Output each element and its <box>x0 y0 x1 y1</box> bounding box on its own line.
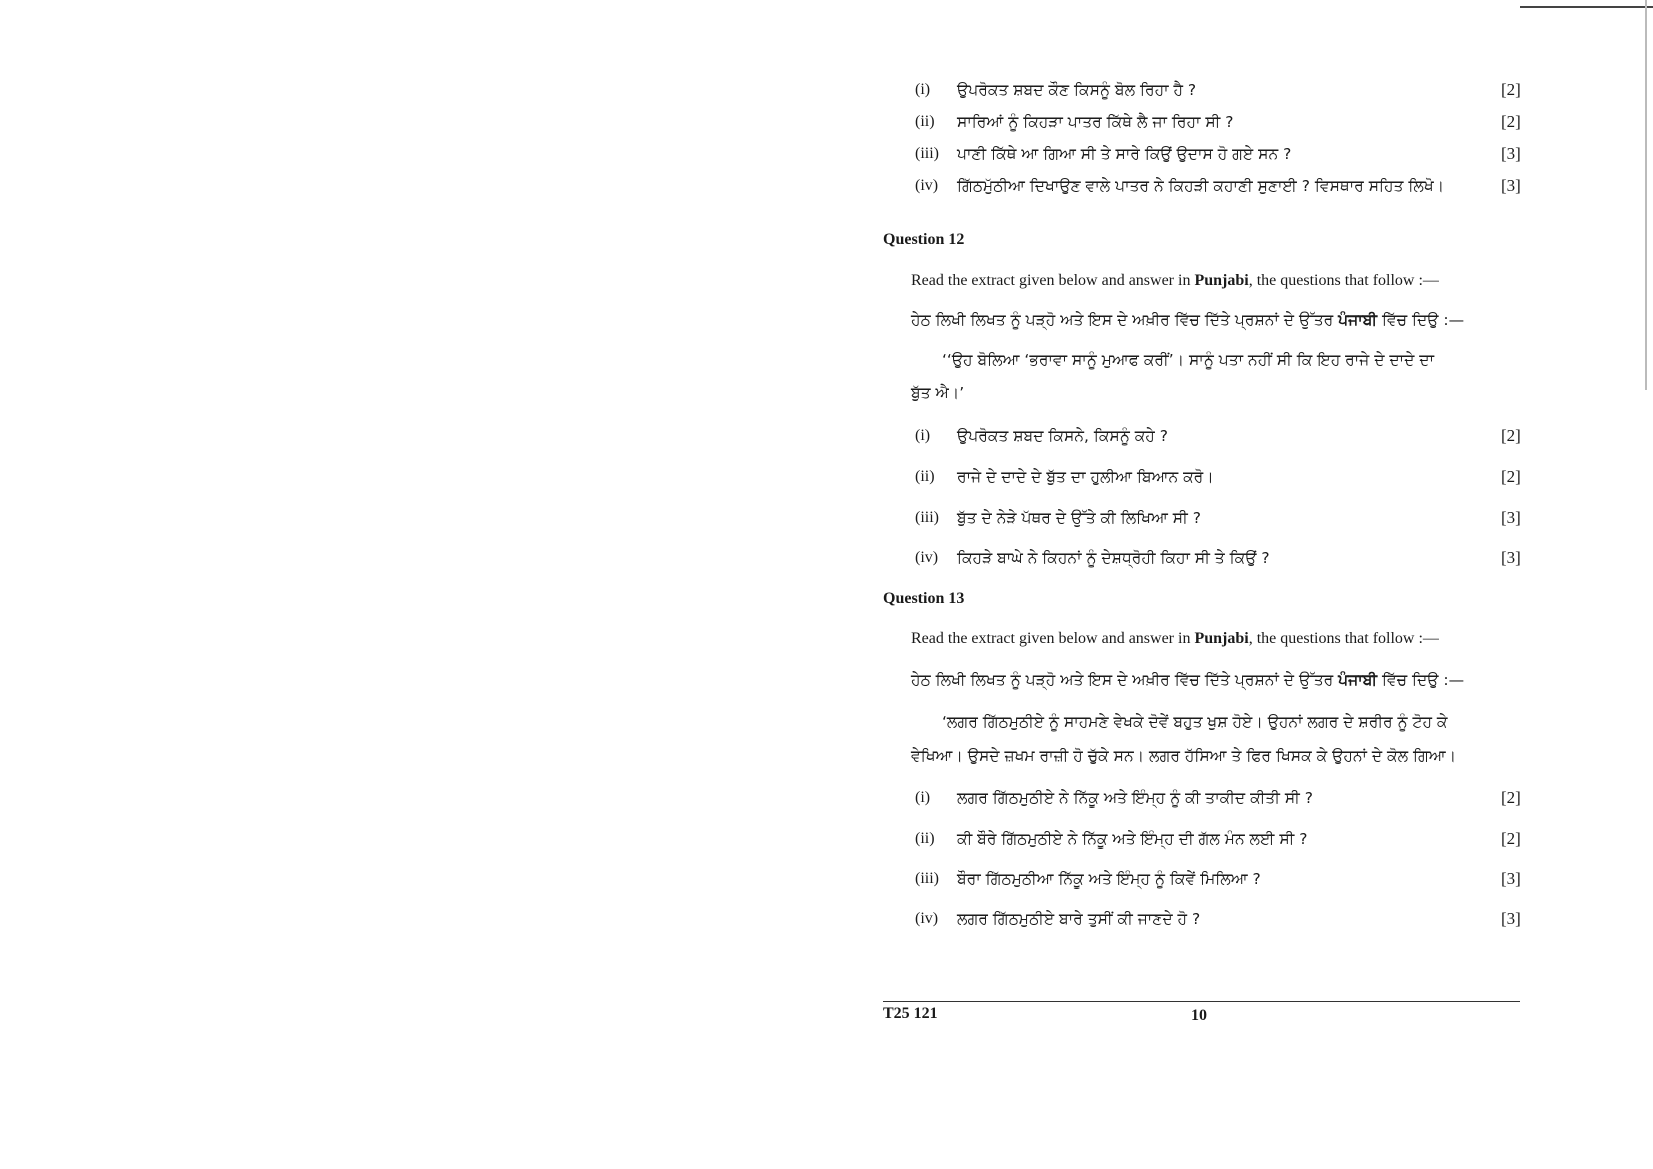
page-number: 10 <box>1191 1007 1207 1024</box>
q13-extract-line-1: ‘ਲਗਰ ਗਿੱਠਮੁਠੀਏ ਨੂੰ ਸਾਹਮਣੇ ਵੇਖਕੇ ਦੋਵੇਂ ਬਹੁਤ ਖੁਸ਼ ਹੋਏ। ਉਹਨਾਂ ਲਗਰ ਦੇ ਸ਼ਰੀਰ ਨੂੰ ਟੋਹ ਕੇ <box>942 713 1448 731</box>
q13-instruction-punjabi <box>911 668 1464 692</box>
instruction-text: ਵਿੱਚ ਦਿਉ :— <box>1377 671 1465 689</box>
part-question: ਲਗਰ ਗਿੱਠਮੁਠੀਏ ਨੇ ਨਿੱਕੂ ਅਤੇ ਇੰਮ੍ਹ ਨੂੰ ਕੀ ਤਾਕੀਦ ਕੀਤੀ ਸੀ ? <box>957 789 1313 807</box>
part-number: (iii) <box>915 509 939 526</box>
question-13-heading: Question 13 <box>883 590 965 607</box>
instruction-text: Read the extract given below and answer in <box>911 272 1195 289</box>
instruction-emphasis: Punjabi <box>1194 272 1249 289</box>
part-marks: [2] <box>1501 467 1521 486</box>
part-question: ਉਪਰੋਕਤ ਸ਼ਬਦ ਕਿਸਨੇ, ਕਿਸਨੂੰ ਕਹੇ ? <box>957 427 1168 445</box>
part-question: ਪਾਣੀ ਕਿੱਥੇ ਆ ਗਿਆ ਸੀ ਤੇ ਸਾਰੇ ਕਿਉਂ ਉਦਾਸ ਹੋ ਗਏ ਸਨ ? <box>957 145 1292 163</box>
q12-part-iii <box>915 506 1520 530</box>
part-marks: [3] <box>1501 144 1521 163</box>
part-question: ਬੌਰਾ ਗਿੱਠਮੁਠੀਆ ਨਿੱਕੂ ਅਤੇ ਇੰਮ੍ਹ ਨੂੰ ਕਿਵੇਂ ਮਿਲਿਆ ? <box>957 870 1261 888</box>
q13-part-iv <box>915 907 1520 931</box>
part-question: ਸਾਰਿਆਂ ਨੂੰ ਕਿਹੜਾ ਪਾਤਰ ਕਿੱਥੇ ਲੈ ਜਾ ਰਿਹਾ ਸੀ ? <box>957 113 1234 131</box>
q11-part-ii <box>915 110 1520 134</box>
part-marks: [3] <box>1501 508 1521 527</box>
part-question: ਰਾਜੇ ਦੇ ਦਾਦੇ ਦੇ ਬੁੱਤ ਦਾ ਹੁਲੀਆ ਬਿਆਨ ਕਰੋ। <box>957 468 1214 486</box>
instruction-text: , the questions that follow :— <box>1248 272 1439 289</box>
instruction-text: ਹੇਠ ਲਿਖੀ ਲਿਖਤ ਨੂੰ ਪੜ੍ਹੋ ਅਤੇ ਇਸ ਦੇ ਅਖ਼ੀਰ ਵਿੱਚ ਦਿੱਤੇ ਪ੍ਰਸ਼ਨਾਂ ਦੇ ਉੱਤਰ <box>911 671 1339 689</box>
q12-extract-line-1: ‘‘ਉਹ ਬੋਲਿਆ ‘ਭਰਾਵਾ ਸਾਨੂੰ ਮੁਆਫ ਕਰੀਂ’। ਸਾਨੂੰ ਪਤਾ ਨਹੀਂ ਸੀ ਕਿ ਇਹ ਰਾਜੇ ਦੇ ਦਾਦੇ ਦਾ <box>942 351 1434 369</box>
q11-part-iv <box>915 174 1520 198</box>
q12-instruction-punjabi <box>911 308 1464 332</box>
part-marks: [3] <box>1501 548 1521 567</box>
q12-part-iv <box>915 546 1520 570</box>
part-marks: [2] <box>1501 426 1521 445</box>
instruction-text: ਵਿੱਚ ਦਿਉ :— <box>1377 311 1465 329</box>
instruction-text: , the questions that follow :— <box>1248 630 1439 647</box>
q12-part-ii <box>915 465 1520 489</box>
q12-extract-line-2: ਬੁੱਤ ਐ।’ <box>911 384 965 402</box>
q11-part-i <box>915 78 1520 102</box>
part-marks: [3] <box>1501 869 1521 888</box>
q12-instruction-english <box>911 270 1439 292</box>
part-number: (ii) <box>915 468 935 485</box>
q13-instruction-english <box>911 628 1439 650</box>
q13-part-ii <box>915 827 1520 851</box>
part-number: (iv) <box>915 910 939 927</box>
q13-part-iii <box>915 867 1520 891</box>
question-12-heading: Question 12 <box>883 231 965 248</box>
part-number: (iv) <box>915 177 939 194</box>
instruction-emphasis: ਪੰਜਾਬੀ <box>1338 311 1378 329</box>
part-number: (i) <box>915 81 931 98</box>
scan-edge-line <box>1520 6 1653 8</box>
part-marks: [3] <box>1501 176 1521 195</box>
part-marks: [2] <box>1501 80 1521 99</box>
part-number: (iii) <box>915 145 939 162</box>
part-marks: [2] <box>1501 829 1521 848</box>
part-marks: [2] <box>1501 788 1521 807</box>
footer-divider <box>883 1001 1520 1002</box>
part-question: ਗਿੱਠਮੁੱਠੀਆ ਦਿਖਾਉਣ ਵਾਲੇ ਪਾਤਰ ਨੇ ਕਿਹੜੀ ਕਹਾਣੀ ਸੁਣਾਈ ? ਵਿਸਥਾਰ ਸਹਿਤ ਲਿਖੋ। <box>957 177 1445 195</box>
q13-part-i <box>915 786 1520 810</box>
paper-code: T25 121 <box>883 1005 938 1022</box>
part-number: (i) <box>915 789 931 806</box>
part-marks: [2] <box>1501 112 1521 131</box>
part-question: ਬੁੱਤ ਦੇ ਨੇੜੇ ਪੱਥਰ ਦੇ ਉੱਤੇ ਕੀ ਲਿਖਿਆ ਸੀ ? <box>957 509 1201 527</box>
part-number: (iii) <box>915 870 939 887</box>
part-number: (iv) <box>915 549 939 566</box>
part-marks: [3] <box>1501 909 1521 928</box>
scan-edge-shadow <box>1645 0 1647 390</box>
instruction-text: ਹੇਠ ਲਿਖੀ ਲਿਖਤ ਨੂੰ ਪੜ੍ਹੋ ਅਤੇ ਇਸ ਦੇ ਅਖ਼ੀਰ ਵਿੱਚ ਦਿੱਤੇ ਪ੍ਰਸ਼ਨਾਂ ਦੇ ਉੱਤਰ <box>911 311 1339 329</box>
part-question: ਉਪਰੋਕਤ ਸ਼ਬਦ ਕੌਣ ਕਿਸਨੂੰ ਬੋਲ ਰਿਹਾ ਹੈ ? <box>957 81 1197 99</box>
part-question: ਲਗਰ ਗਿੱਠਮੁਠੀਏ ਬਾਰੇ ਤੁਸੀਂ ਕੀ ਜਾਣਦੇ ਹੋ ? <box>957 910 1201 928</box>
part-question: ਕਿਹੜੇ ਬਾਘੇ ਨੇ ਕਿਹਨਾਂ ਨੂੰ ਦੇਸ਼ਧ੍ਰੋਹੀ ਕਿਹਾ ਸੀ ਤੇ ਕਿਉਂ ? <box>957 549 1270 567</box>
instruction-emphasis: ਪੰਜਾਬੀ <box>1338 671 1378 689</box>
instruction-emphasis: Punjabi <box>1194 630 1249 647</box>
q11-part-iii <box>915 142 1520 166</box>
instruction-text: Read the extract given below and answer in <box>911 630 1195 647</box>
part-number: (ii) <box>915 113 935 130</box>
part-question: ਕੀ ਬੌਰੇ ਗਿੱਠਮੁਠੀਏ ਨੇ ਨਿੱਕੂ ਅਤੇ ਇੰਮ੍ਹ ਦੀ ਗੱਲ ਮੰਨ ਲਈ ਸੀ ? <box>957 830 1308 848</box>
q12-part-i <box>915 424 1520 448</box>
part-number: (ii) <box>915 830 935 847</box>
part-number: (i) <box>915 427 931 444</box>
q13-extract-line-2: ਵੇਖਿਆ। ਉਸਦੇ ਜ਼ਖਮ ਰਾਜ਼ੀ ਹੋ ਚੁੱਕੇ ਸਨ। ਲਗਰ ਹੱਸਿਆ ਤੇ ਫਿਰ ਖਿਸਕ ਕੇ ਉਹਨਾਂ ਦੇ ਕੋਲ ਗਿਆ। <box>911 747 1457 765</box>
